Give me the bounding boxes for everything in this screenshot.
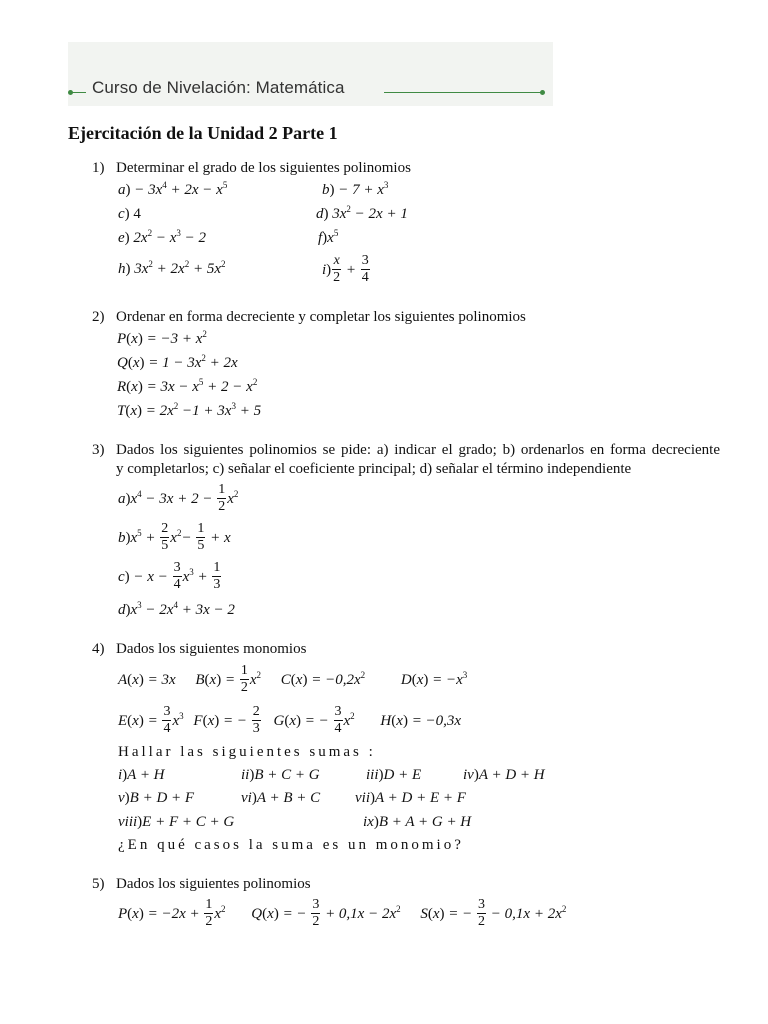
ex4-hallar: Hallar las siguientes sumas : [118,744,376,760]
exercise-1-number: 1) [92,160,105,176]
ex4-sum-v: v)B + D + F [118,790,195,806]
exercise-2-number: 2) [92,309,105,325]
exercise-3-text-line2: y completarlos; c) señalar el coeficiente principal; d) señalar el término independiente [116,461,632,477]
ex3-item-a: $a)x^4 - 3x + 2$ − $\frac{1}{2}$ $x^2$ [118,482,239,514]
exercise-5-number: 5) [92,876,105,892]
banner-title: Curso de Nivelación: Matemática [92,78,345,97]
ex4-sum-ix: ix)B + A + G + H [363,814,472,830]
ex4-sum-iii: iii)D + E [366,767,422,783]
ex4-sum-i: i)A + H [118,767,165,783]
exercise-5-text: Dados los siguientes polinomios [116,876,311,892]
ex3-item-c: c) − x − $\frac{3}{4}$ $x^3$ + $\frac{1}{3}$ [118,560,221,592]
banner-dot-left [68,90,73,95]
ex3-item-d: $d)x^3 - 2x^4 + 3x - 2$ [118,600,235,618]
ex1-item-f: $f)x^5$ [318,228,339,246]
exercise-3-number: 3) [92,442,105,458]
ex2-poly-Q: $Q(x) = 1 - 3x^2 + 2x$ [117,353,238,371]
ex2-poly-R: $R(x) = 3x - x^5 + 2 - x^2$ [117,377,258,395]
ex1-item-e: e) $2x^2 - x^3 - 2$ [118,228,206,246]
banner-rule-right [384,92,542,93]
ex4-sum-vii: vii)A + D + E + F [355,790,466,806]
ex4-monomials-row2: E(x) = $\frac{3}{4}$ $x^3$ F(x) = − $\frac{2}{3}$ G(x) = − $\frac{3}{4}$ $x^2$ H(x) = −0,3x [118,704,462,736]
ex1-item-c: c) 4 [118,206,141,222]
exercise-3-text-line1: Dados los siguientes polinomios se pide: a) indicar el grado; b) ordenarlos en forma decreciente [116,442,720,458]
page-heading: Ejercitación de la Unidad 2 Parte 1 [68,123,338,143]
exercise-2-text: Ordenar en forma decreciente y completar los siguientes polinomios [116,309,526,325]
ex4-sum-vi: vi)A + B + C [241,790,321,806]
ex3-item-b: $b)x^5$ + $\frac{2}{5}$ $x^2-$ $\frac{1}{5}$ + x [118,521,231,553]
ex4-monomials-row1: A(x) = 3x B(x) = $\frac{1}{2}$ $x^2$ $C(x) = -0,2x^2$ $D(x) = -x^3$ [118,663,468,695]
exercise-4-text: Dados los siguientes monomios [116,641,307,657]
exercise-1-text: Determinar el grado de los siguientes polinomios [116,160,411,176]
exercise-4-number: 4) [92,641,105,657]
ex1-item-d: d) $3x^2 - 2x + 1$ [316,204,408,222]
ex2-poly-T: $T(x) = 2x^2 -1 + 3x^3 + 5$ [117,401,262,419]
banner-dot-right [540,90,545,95]
ex1-item-h: h) $3x^2 + 2x^2 + 5x^2$ [118,259,226,277]
course-banner [68,42,553,106]
ex1-item-i: i) $\frac{x}{2}$ + $\frac{3}{4}$ [322,253,369,285]
ex4-sum-viii: viii)E + F + C + G [118,814,235,830]
ex1-item-a: $a) - 3x^4 + 2x - x^5$ [118,180,228,198]
ex5-polynomials: P(x) = −2x + $\frac{1}{2}$ $x^2$ Q(x) = − $\frac{3}{2}$ + $0,1x - 2x^2$ S(x) = − $\frac{3}{2}$ − $0,1x + 2x^2$ [118,897,567,929]
ex1-item-b: $b) - 7 + x^3$ [322,180,389,198]
ex4-question: ¿En qué casos la suma es un monomio? [118,837,464,853]
ex4-sum-iv: iv)A + D + H [463,767,545,783]
ex2-poly-P: $P(x) = -3 + x^2$ [117,329,207,347]
ex4-sum-ii: ii)B + C + G [241,767,320,783]
